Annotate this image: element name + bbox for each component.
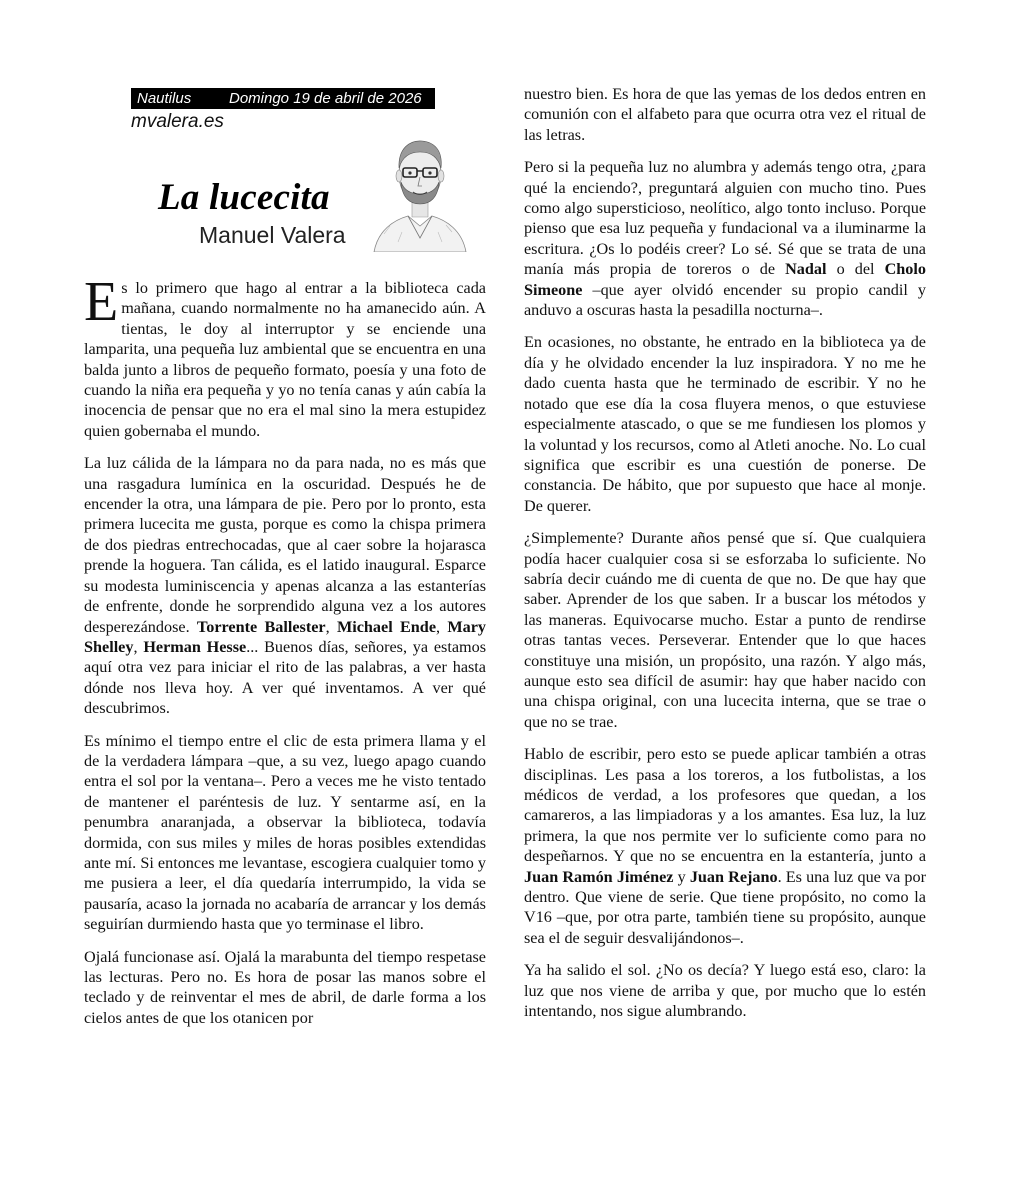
publication-date: Domingo 19 de abril de 2026 — [229, 90, 422, 107]
paragraph-text: –que ayer olvidó encender su propio candil y anduvo a oscuras hasta la pesadilla nocturna–. — [524, 280, 926, 320]
paragraph: Ya ha salido el sol. ¿No os decía? Y luego está eso, claro: la luz que nos viene de arriba y que, por mucho que lo estén intentando, nos sigue alumbrando. — [524, 961, 926, 1021]
paragraph-text: . Es una luz que va por dentro. Que viene de serie. Que tiene propósito, no como la V16 –que, por otra parte, también tiene su propósito, aunque sea el de seguir desvalijándonos–. — [524, 867, 926, 947]
separator: , — [133, 637, 144, 656]
article-column-right — [524, 84, 926, 1033]
paragraph: Es mínimo el tiempo entre el clic de esta primera llama y el de la verdadera lámpara –que, a su vez, luego apago cuando entra el sol por la ventana–. Pero a veces me he visto tentado de mantener el paréntesis de luz. Y sentarme así, en la penumbra anaranjada, a observar la biblioteca, todavía dormida, con sus miles y miles de horas posibles extendidas ante mí. Si entonces me levantase, escogiera cualquier tomo y me pusiera a leer, el día quedaría interrumpido, la vida se pausaría, acaso la jornada no acabaría de arrancar y los demás seguirían durmiendo hasta que yo terminase el libro. — [84, 731, 486, 934]
paragraph-text: Pero si la pequeña luz no alumbra y además tengo otra, ¿para qué la enciendo?, preguntará alguien con mucho tino. Pues como algo supersticioso, neolítico, algo tonto incluso. Porque pienso que esa luz pequeña y fundacional va a iluminarme la escritura. ¿Os lo podéis creer? Lo sé. Sé que se trata de una manía más propia de toreros o de — [524, 158, 926, 279]
paragraph-text: ... Buenos días, señores, ya estamos aquí otra vez para iniciar el rito de las palabras, a ver hasta dónde nos lleva hoy. A ver qué inventamos. A ver qué descubrimos. — [84, 637, 486, 718]
separator: , — [325, 617, 337, 636]
author-portrait — [372, 122, 468, 252]
paragraph — [524, 157, 926, 320]
author-mention: Mary Shelley — [84, 617, 487, 656]
separator: , — [436, 617, 448, 636]
paragraph-text: s lo primero que hago al entrar a la biblioteca cada mañana, cuando normalmente no ha amanecido aún. A tientas, le doy al interruptor y se enciende una lamparita, una pequeña luz ambiental que se encuentra en una balda junto a libros de pequeño formato, poesía y una foto de cuando la niña era pequeña y yo no tenía canas y aún cabía la inocencia de pensar que no era el mal sino la mera estupidez quien gobernaba el mundo. — [84, 279, 486, 440]
author-mention: Juan Rejano — [689, 867, 778, 886]
paragraph: En ocasiones, no obstante, he entrado en la biblioteca ya de día y he olvidado encender la luz inspiradora. Y no me he dado cuenta hasta que he terminado de escribir. Y no he notado que ese día la cosa fluyera menos, o que estuviese especialmente atascado, o que se me fundiesen los plomos y la voluntad y los recursos, como al Atleti anoche. No. Lo cual significa que escribir es una cuestión de ponerse. De constancia. De hábito, que por supuesto que hace al monje. De querer. — [524, 333, 926, 515]
author-mention: Herman Hesse — [143, 637, 247, 656]
separator: o del — [826, 260, 885, 279]
paragraph — [84, 453, 486, 718]
article-column-left — [84, 271, 487, 1040]
website-label: mvalera.es — [131, 111, 224, 132]
author-name: Manuel Valera — [199, 222, 346, 248]
author-mention: Michael Ende — [336, 617, 436, 636]
paragraph: ¿Simplemente? Durante años pensé que sí. Que cualquiera podía hacer cualquier cosa si se esforzaba lo suficiente. No sabría decir cuándo me di cuenta de que no. De que hay que saber. Aprender de los que saben. Ir a buscar los métodos y las maneras. Equivocarse mucho. Estar a punto de rendirse otras tantas veces. Perseverar. Entender que lo que haces constituye una misión, un propósito, una razón. Y algo más, aunque esto sea difícil de asumir: hay que haber nacido con una chispa original, con una lucecita interna, que se trae o que no se trae. — [524, 529, 926, 731]
paragraph — [524, 744, 926, 948]
separator: y — [673, 867, 690, 886]
paragraph-text: La luz cálida de la lámpara no da para nada, no es más que una rasgadura lumínica en la oscuridad. Después he de encender la otra, una lámpara de pie. Pero por lo pronto, esta primera lucecita me gusta, porque es como la chispa primera de dos piedras entrechocadas, que al caer sobre la hojarasca prende la hoguera. Tan cálida, es el latido inaugural. Esparce su modesta luminiscencia y apenas alcanza a las estanterías de enfrente, donde he sorprendido alguna vez a los autores desperezándose. — [84, 454, 486, 636]
drop-cap: E — [84, 271, 119, 333]
paragraph-text: Hablo de escribir, pero esto se puede aplicar también a otras disciplinas. Les pasa a los toreros, a los futbolistas, a los médicos de verdad, a los profesores que quedan, a los camareros, a las limpiadoras y a los amantes. Esa luz, la luz primera, la que nos permite ver lo suficiente como para no despeñarnos. Y que no se encuentra en la estantería, junto a — [524, 745, 926, 866]
author-mention: Juan Ramón Jiménez — [524, 867, 674, 886]
article-title: La lucecita — [158, 177, 330, 218]
person-mention: Nadal — [785, 260, 827, 279]
paragraph: nuestro bien. Es hora de que las yemas de los dedos entren en comunión con el alfabeto para que ocurra otra vez el ritual de las letras. — [524, 85, 926, 144]
person-mention: Cholo Simeone — [524, 260, 926, 299]
author-mention: Torrente Ballester — [196, 617, 326, 636]
paragraph — [84, 271, 486, 441]
masthead-bar — [131, 88, 435, 109]
paragraph: Ojalá funcionase así. Ojalá la marabunta del tiempo respetase las lecturas. Pero no. Es hora de posar las manos sobre el teclado y de reinventar el mes de abril, de darle forma a los cielos antes de que los otanicen por — [84, 947, 486, 1027]
section-name: Nautilus — [137, 90, 192, 107]
